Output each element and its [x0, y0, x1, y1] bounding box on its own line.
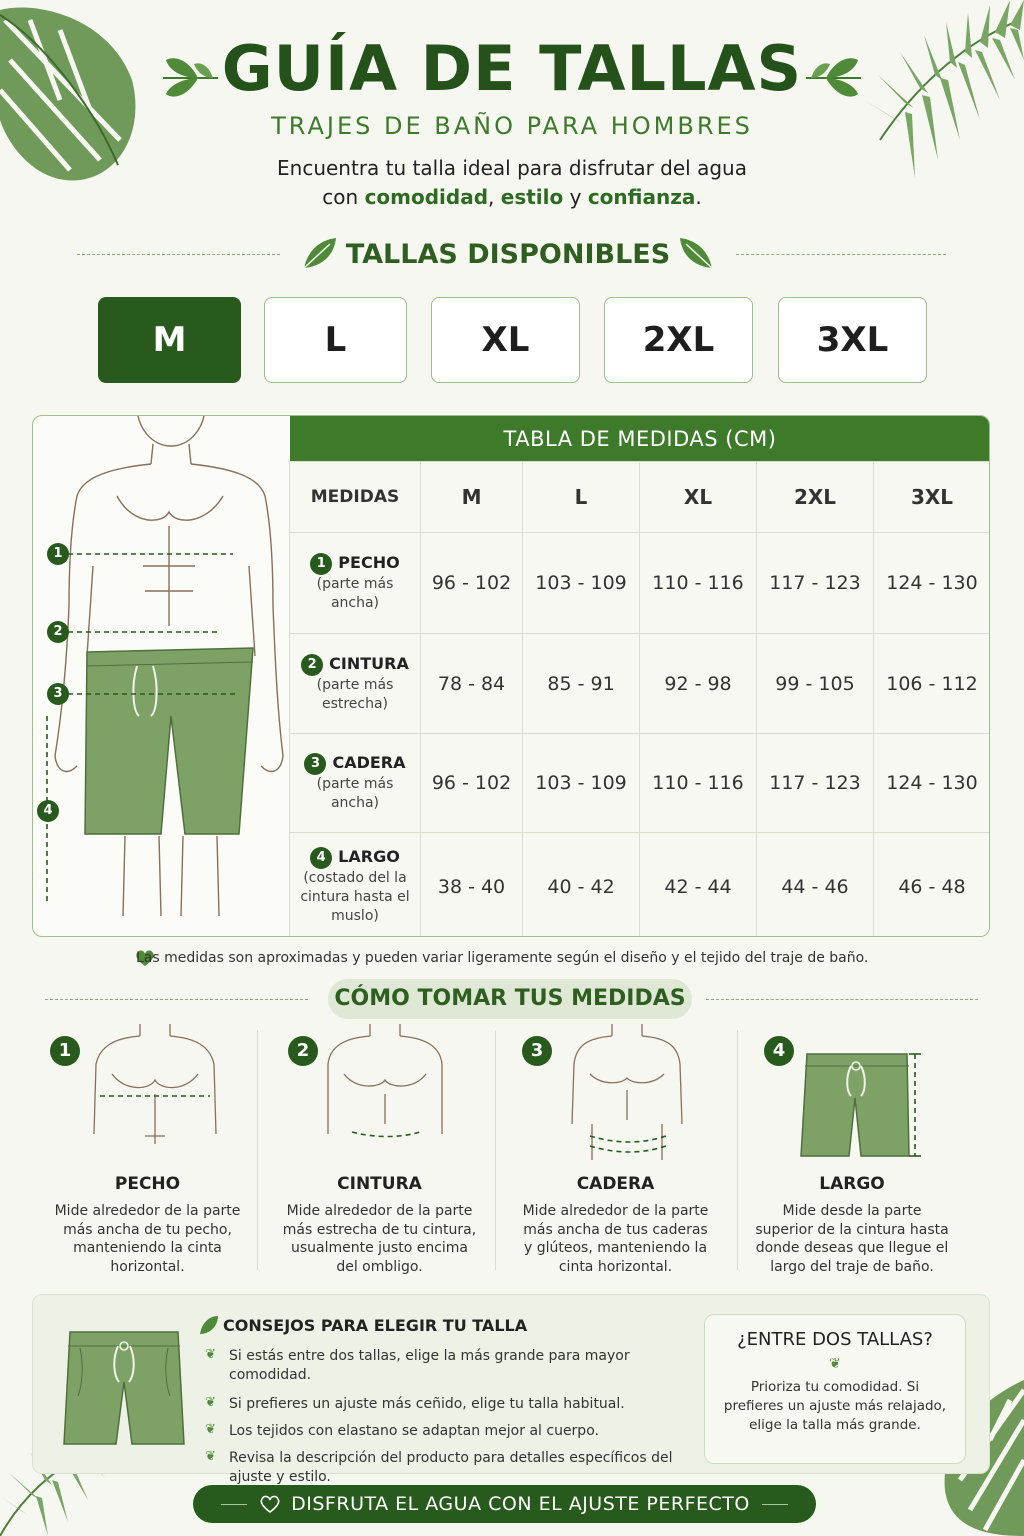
column-divider — [257, 1030, 258, 1270]
table-row — [290, 734, 991, 833]
divider-right — [736, 254, 946, 255]
step-number: 2 — [288, 1036, 318, 1066]
step-number: 1 — [50, 1036, 80, 1066]
size-option-3xl[interactable]: 3XL — [778, 297, 927, 383]
table-cell: 40 - 42 — [523, 833, 640, 938]
step-title: LARGO — [819, 1174, 885, 1194]
row-number: 2 — [301, 654, 323, 676]
row-label — [290, 734, 421, 833]
tip-text: Los tejidos con elastano se adaptan mejor al cuerpo. — [229, 1423, 599, 1439]
intro-con: con — [322, 185, 359, 209]
page-title: GUÍA DE TALLAS — [221, 32, 803, 105]
step-desc: Mide desde la parte superior de la cintura hasta donde deseas que llegue el largo del traje de baño. — [755, 1203, 949, 1275]
divider-left — [77, 254, 280, 255]
table-row — [290, 833, 991, 938]
step-title: CADERA — [576, 1174, 655, 1194]
table-cell: 96 - 102 — [421, 734, 523, 833]
hip-measure-illustration — [562, 1024, 692, 1164]
sizes-section-title: TALLAS DISPONIBLES — [345, 239, 671, 270]
leaf-icon — [300, 234, 340, 272]
table-cell: 42 - 44 — [640, 833, 757, 938]
sprout-icon: ❦ — [829, 1356, 841, 1372]
step-title: CINTURA — [337, 1174, 422, 1194]
row-name: CINTURA — [329, 653, 409, 673]
table-cell: 110 - 116 — [640, 734, 757, 833]
step-desc: Mide alrededor de la parte más ancha de tu pecho, manteniendo la cinta horizontal. — [54, 1203, 241, 1275]
intro-text — [0, 154, 1024, 212]
intro-highlight-confianza: confianza — [587, 185, 696, 209]
intro-period: . — [695, 185, 702, 209]
row-label — [290, 533, 421, 634]
tip-item — [205, 1347, 685, 1385]
between-text: Prioriza tu comodidad. Si prefieres un ajuste más relajado, elige la talla más grande. — [723, 1379, 947, 1433]
table-header-row — [290, 462, 991, 533]
leaf-bullet-icon: ❦ — [205, 1449, 216, 1464]
table-note: Las medidas son aproximadas y pueden variar ligeramente según el diseño y el tejido del traje de baño. — [136, 950, 869, 966]
table-row — [290, 634, 991, 734]
step-title: PECHO — [114, 1174, 181, 1194]
table-cell: 110 - 116 — [640, 533, 757, 634]
row-desc: (parte más ancha) — [316, 776, 394, 811]
footer-line-left — [221, 1504, 247, 1505]
intro-comma: , — [488, 185, 495, 209]
leaf-bullet-icon: ❦ — [205, 1347, 216, 1362]
marker-1: 1 — [47, 543, 69, 565]
tip-item — [205, 1449, 685, 1487]
tip-text: Si prefieres un ajuste más ceñido, elige tu talla habitual. — [229, 1396, 625, 1412]
table-cell: 92 - 98 — [640, 634, 757, 734]
step-number: 4 — [764, 1036, 794, 1066]
table-cell: 44 - 46 — [757, 833, 874, 938]
row-name: CADERA — [332, 753, 406, 772]
page-subtitle: TRAJES DE BAÑO PARA HOMBRES — [271, 112, 753, 140]
divider-left — [45, 999, 308, 1000]
body-figure-illustration — [33, 416, 289, 936]
table-cell: 99 - 105 — [757, 634, 874, 734]
marker-4: 4 — [37, 800, 59, 822]
divider-right — [706, 999, 978, 1000]
tip-text: Si estás entre dos tallas, elige la más grande para mayor comodidad. — [229, 1348, 630, 1383]
table-cell: 78 - 84 — [421, 634, 523, 734]
row-label — [290, 634, 421, 734]
intro-highlight-comodidad: comodidad — [364, 185, 489, 209]
row-name: LARGO — [338, 847, 400, 866]
intro-highlight-estilo: estilo — [500, 185, 564, 209]
table-cell: 96 - 102 — [421, 533, 523, 634]
table-cell: 46 - 48 — [873, 833, 990, 938]
tip-item — [205, 1422, 685, 1441]
footer-banner — [193, 1485, 816, 1523]
col-header: M — [421, 462, 523, 533]
footer-text: DISFRUTA EL AGUA CON EL AJUSTE PERFECTO — [291, 1493, 750, 1515]
tips-title: CONSEJOS PARA ELEGIR TU TALLA — [223, 1316, 528, 1335]
table-cell: 103 - 109 — [523, 533, 640, 634]
size-option-m[interactable]: M — [98, 297, 241, 383]
step-number: 3 — [522, 1036, 552, 1066]
size-option-2xl[interactable]: 2XL — [604, 297, 753, 383]
footer-line-right — [762, 1504, 788, 1505]
intro-line-2 — [0, 183, 1024, 212]
row-desc: (costado del la cintura hasta el muslo) — [300, 870, 410, 924]
step-desc: Mide alrededor de la parte más estrecha de tu cintura, usualmente justo encima del ombligo. — [282, 1203, 477, 1275]
leaf-icon — [198, 1314, 220, 1336]
row-number: 1 — [310, 553, 332, 575]
leaf-bullet-icon: ❦ — [205, 1395, 216, 1410]
table-cell: 106 - 112 — [873, 634, 990, 734]
leaf-bullet-icon: ❦ — [205, 1422, 216, 1437]
table-row — [290, 533, 991, 634]
between-sizes-card — [704, 1314, 966, 1464]
row-number: 3 — [304, 753, 326, 775]
intro-y: y — [569, 185, 582, 209]
swim-shorts-illustration — [62, 1326, 188, 1450]
size-option-xl[interactable]: XL — [431, 297, 580, 383]
step-desc: Mide alrededor de la parte más ancha de tus caderas y glúteos, manteniendo la cinta horizontal. — [522, 1203, 709, 1275]
size-option-l[interactable]: L — [264, 297, 407, 383]
leaf-icon — [676, 234, 716, 272]
row-desc: (parte más ancha) — [316, 576, 394, 611]
table-cell: 38 - 40 — [421, 833, 523, 938]
measurements-card — [32, 415, 990, 937]
row-number: 4 — [310, 847, 332, 869]
intro-line-1: Encuentra tu talla ideal para disfrutar del agua — [277, 156, 747, 180]
tip-text: Revisa la descripción del producto para detalles específicos del ajuste y estilo. — [229, 1450, 673, 1485]
row-name: PECHO — [338, 553, 400, 572]
col-header: 3XL — [873, 462, 990, 533]
chest-measure-illustration — [90, 1024, 220, 1164]
waist-measure-illustration — [320, 1024, 450, 1164]
col-header: 2XL — [757, 462, 874, 533]
col-header: L — [523, 462, 640, 533]
table-cell: 124 - 130 — [873, 734, 990, 833]
tip-item — [205, 1395, 685, 1414]
tips-list — [205, 1347, 685, 1487]
heart-outline-icon — [259, 1494, 281, 1514]
table-cell: 124 - 130 — [873, 533, 990, 634]
column-divider — [495, 1030, 496, 1270]
table-cell: 117 - 123 — [757, 734, 874, 833]
row-label — [290, 833, 421, 938]
table-cell: 103 - 109 — [523, 734, 640, 833]
column-divider — [737, 1030, 738, 1270]
marker-2: 2 — [47, 621, 69, 643]
row-desc: (parte más estrecha) — [316, 676, 394, 712]
between-title: ¿ENTRE DOS TALLAS? — [737, 1329, 933, 1350]
marker-3: 3 — [47, 683, 69, 705]
col-header-medidas: MEDIDAS — [290, 462, 421, 533]
shorts-length-illustration — [795, 1048, 925, 1160]
table-cell: 117 - 123 — [757, 533, 874, 634]
table-cell: 85 - 91 — [523, 634, 640, 734]
col-header: XL — [640, 462, 757, 533]
howto-section-title: CÓMO TOMAR TUS MEDIDAS — [328, 979, 692, 1019]
measurements-table — [289, 416, 990, 937]
table-title: TABLA DE MEDIDAS (CM) — [290, 416, 991, 462]
